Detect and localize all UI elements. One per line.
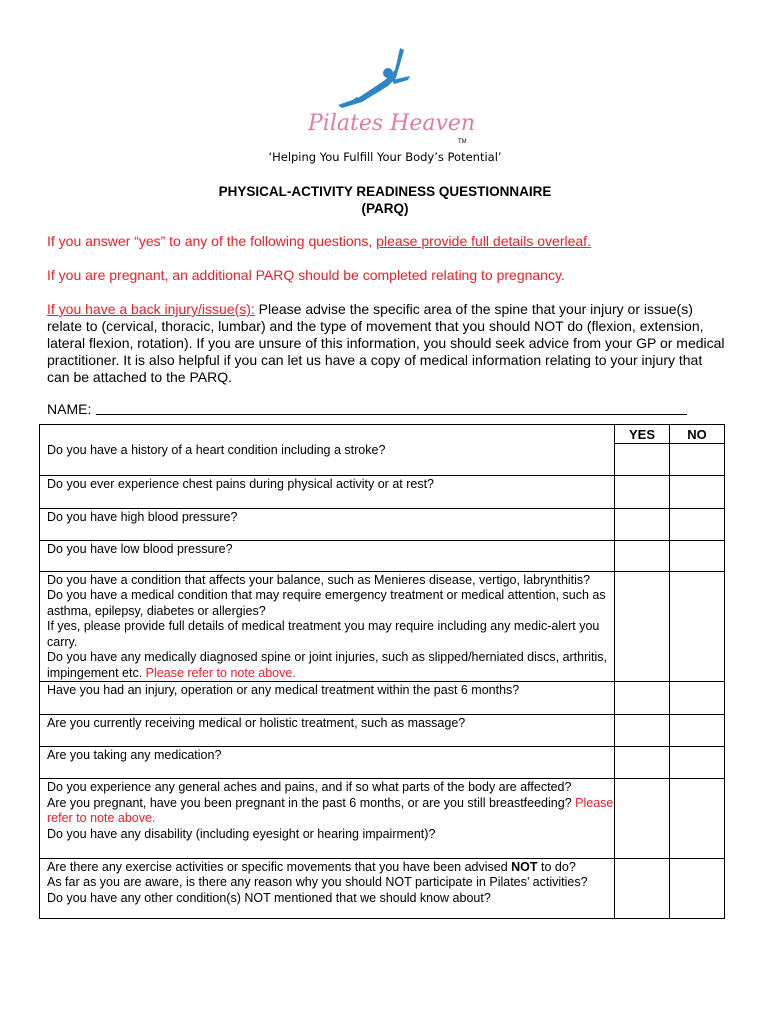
name-field[interactable] (96, 414, 687, 415)
table-row (40, 508, 725, 540)
question-16: Do you have any other condition(s) NOT mentioned that we should know about? (47, 890, 491, 905)
no-header: NO (670, 425, 725, 444)
question-8: Have you had an injury, operation or any medical treatment within the past 6 months? (40, 682, 615, 715)
table-row (40, 858, 725, 919)
question-10: Are you taking any medication? (40, 747, 615, 779)
no-checkbox[interactable] (670, 682, 725, 715)
yes-checkbox[interactable] (615, 540, 670, 571)
yes-checkbox[interactable] (615, 571, 670, 682)
question-12: Are you pregnant, have you been pregnant in the past 6 months, or are you still breastfeeding? Please refer to note above. (47, 795, 614, 825)
no-checkbox[interactable] (670, 779, 725, 859)
figure-icon (338, 48, 410, 108)
question-group-2 (40, 779, 615, 859)
question-group-3 (40, 858, 615, 919)
table-row (40, 571, 725, 682)
notice-back (47, 301, 727, 386)
svg-text:TM: TM (458, 139, 467, 145)
no-checkbox[interactable] (670, 508, 725, 540)
yes-checkbox[interactable] (615, 682, 670, 715)
title-line-2: (PARQ) (361, 201, 409, 216)
notice-back-text: Please advise the specific area of the spine that your injury or issue(s) relate to (cervical, thoracic, lumbar) and the type of movement that you should NOT do (flexion, extension, lateral flexion, rotation). If you are unsure of this information, you should seek advice from your GP or medical practitioner. It is also helpful if you can let us have a copy of medical information relating to your injury that can be attached to the PARQ. (47, 301, 725, 385)
table-row (40, 475, 725, 508)
tagline: ‘Helping You Fulfill Your Body’s Potential’ (268, 150, 502, 164)
question-5: Do you have a condition that affects your balance, such as Menieres disease, vertigo, labrynthitis? (47, 572, 591, 587)
notice-yes-intro: If you answer “yes” to any of the following questions, (47, 233, 373, 249)
no-checkbox[interactable] (670, 443, 725, 475)
question-14: Are there any exercise activities or specific movements that you have been advised NOT to do? (47, 859, 576, 874)
table-row (40, 682, 725, 715)
question-7-note: Please refer to note above. (145, 665, 296, 680)
question-15: As far as you are aware, is there any reason why you should NOT participate in Pilates’ activities? (47, 875, 588, 889)
yes-checkbox[interactable] (615, 443, 670, 475)
questionnaire-table (39, 424, 725, 919)
table-row (40, 779, 725, 859)
question-13: Do you have any disability (including eyesight or hearing impairment)? (47, 826, 436, 841)
title-line-1: PHYSICAL-ACTIVITY READINESS QUESTIONNAIRE (218, 184, 552, 199)
question-14-not: NOT (511, 859, 538, 874)
no-checkbox[interactable] (670, 715, 725, 747)
yes-header: YES (615, 425, 670, 444)
yes-checkbox[interactable] (615, 779, 670, 859)
question-12-note: Please refer to note above. (47, 795, 614, 825)
notice-yes-link: please provide full details overleaf. (376, 233, 591, 249)
yes-checkbox[interactable] (615, 508, 670, 540)
name-label: NAME: (47, 401, 92, 417)
page-title (0, 183, 770, 217)
question-7: Do you have any medically diagnosed spine or joint injuries, such as slipped/herniated discs, arthritis, impingement etc. Please refer to note above. (47, 650, 608, 680)
table-row (40, 715, 725, 747)
yes-checkbox[interactable] (615, 715, 670, 747)
question-6: Do you have a medical condition that may require emergency treatment or medical attention, such as asthma, epilepsy, diabetes or allergies? (47, 588, 606, 618)
notice-pregnant: If you are pregnant, an additional PARQ should be completed relating to pregnancy. (47, 267, 565, 283)
yes-checkbox[interactable] (615, 747, 670, 779)
question-9: Are you currently receiving medical or holistic treatment, such as massage? (40, 715, 615, 747)
table-row (40, 747, 725, 779)
question-11: Do you experience any general aches and pains, and if so what parts of the body are affected? (47, 780, 572, 794)
table-row (40, 540, 725, 571)
notice-yes (47, 233, 727, 250)
no-checkbox[interactable] (670, 858, 725, 919)
yes-checkbox[interactable] (615, 475, 670, 508)
question-1: Do you have a history of a heart condition including a stroke? (40, 443, 615, 475)
question-2: Do you ever experience chest pains during physical activity or at rest? (40, 475, 615, 508)
question-4: Do you have low blood pressure? (40, 540, 615, 571)
question-group-1 (40, 571, 615, 682)
question-3: Do you have high blood pressure? (40, 508, 615, 540)
svg-text:Pilates Heaven: Pilates Heaven (308, 111, 475, 136)
question-6-detail: If yes, please provide full details of medical treatment you may require including any medic-alert you carry. (47, 619, 600, 649)
no-checkbox[interactable] (670, 571, 725, 682)
table-row (40, 443, 725, 475)
pilates-heaven-logo (300, 40, 475, 145)
yes-checkbox[interactable] (615, 858, 670, 919)
no-checkbox[interactable] (670, 540, 725, 571)
no-checkbox[interactable] (670, 475, 725, 508)
notice-back-label: If you have a back injury/issue(s): (47, 301, 255, 317)
no-checkbox[interactable] (670, 747, 725, 779)
